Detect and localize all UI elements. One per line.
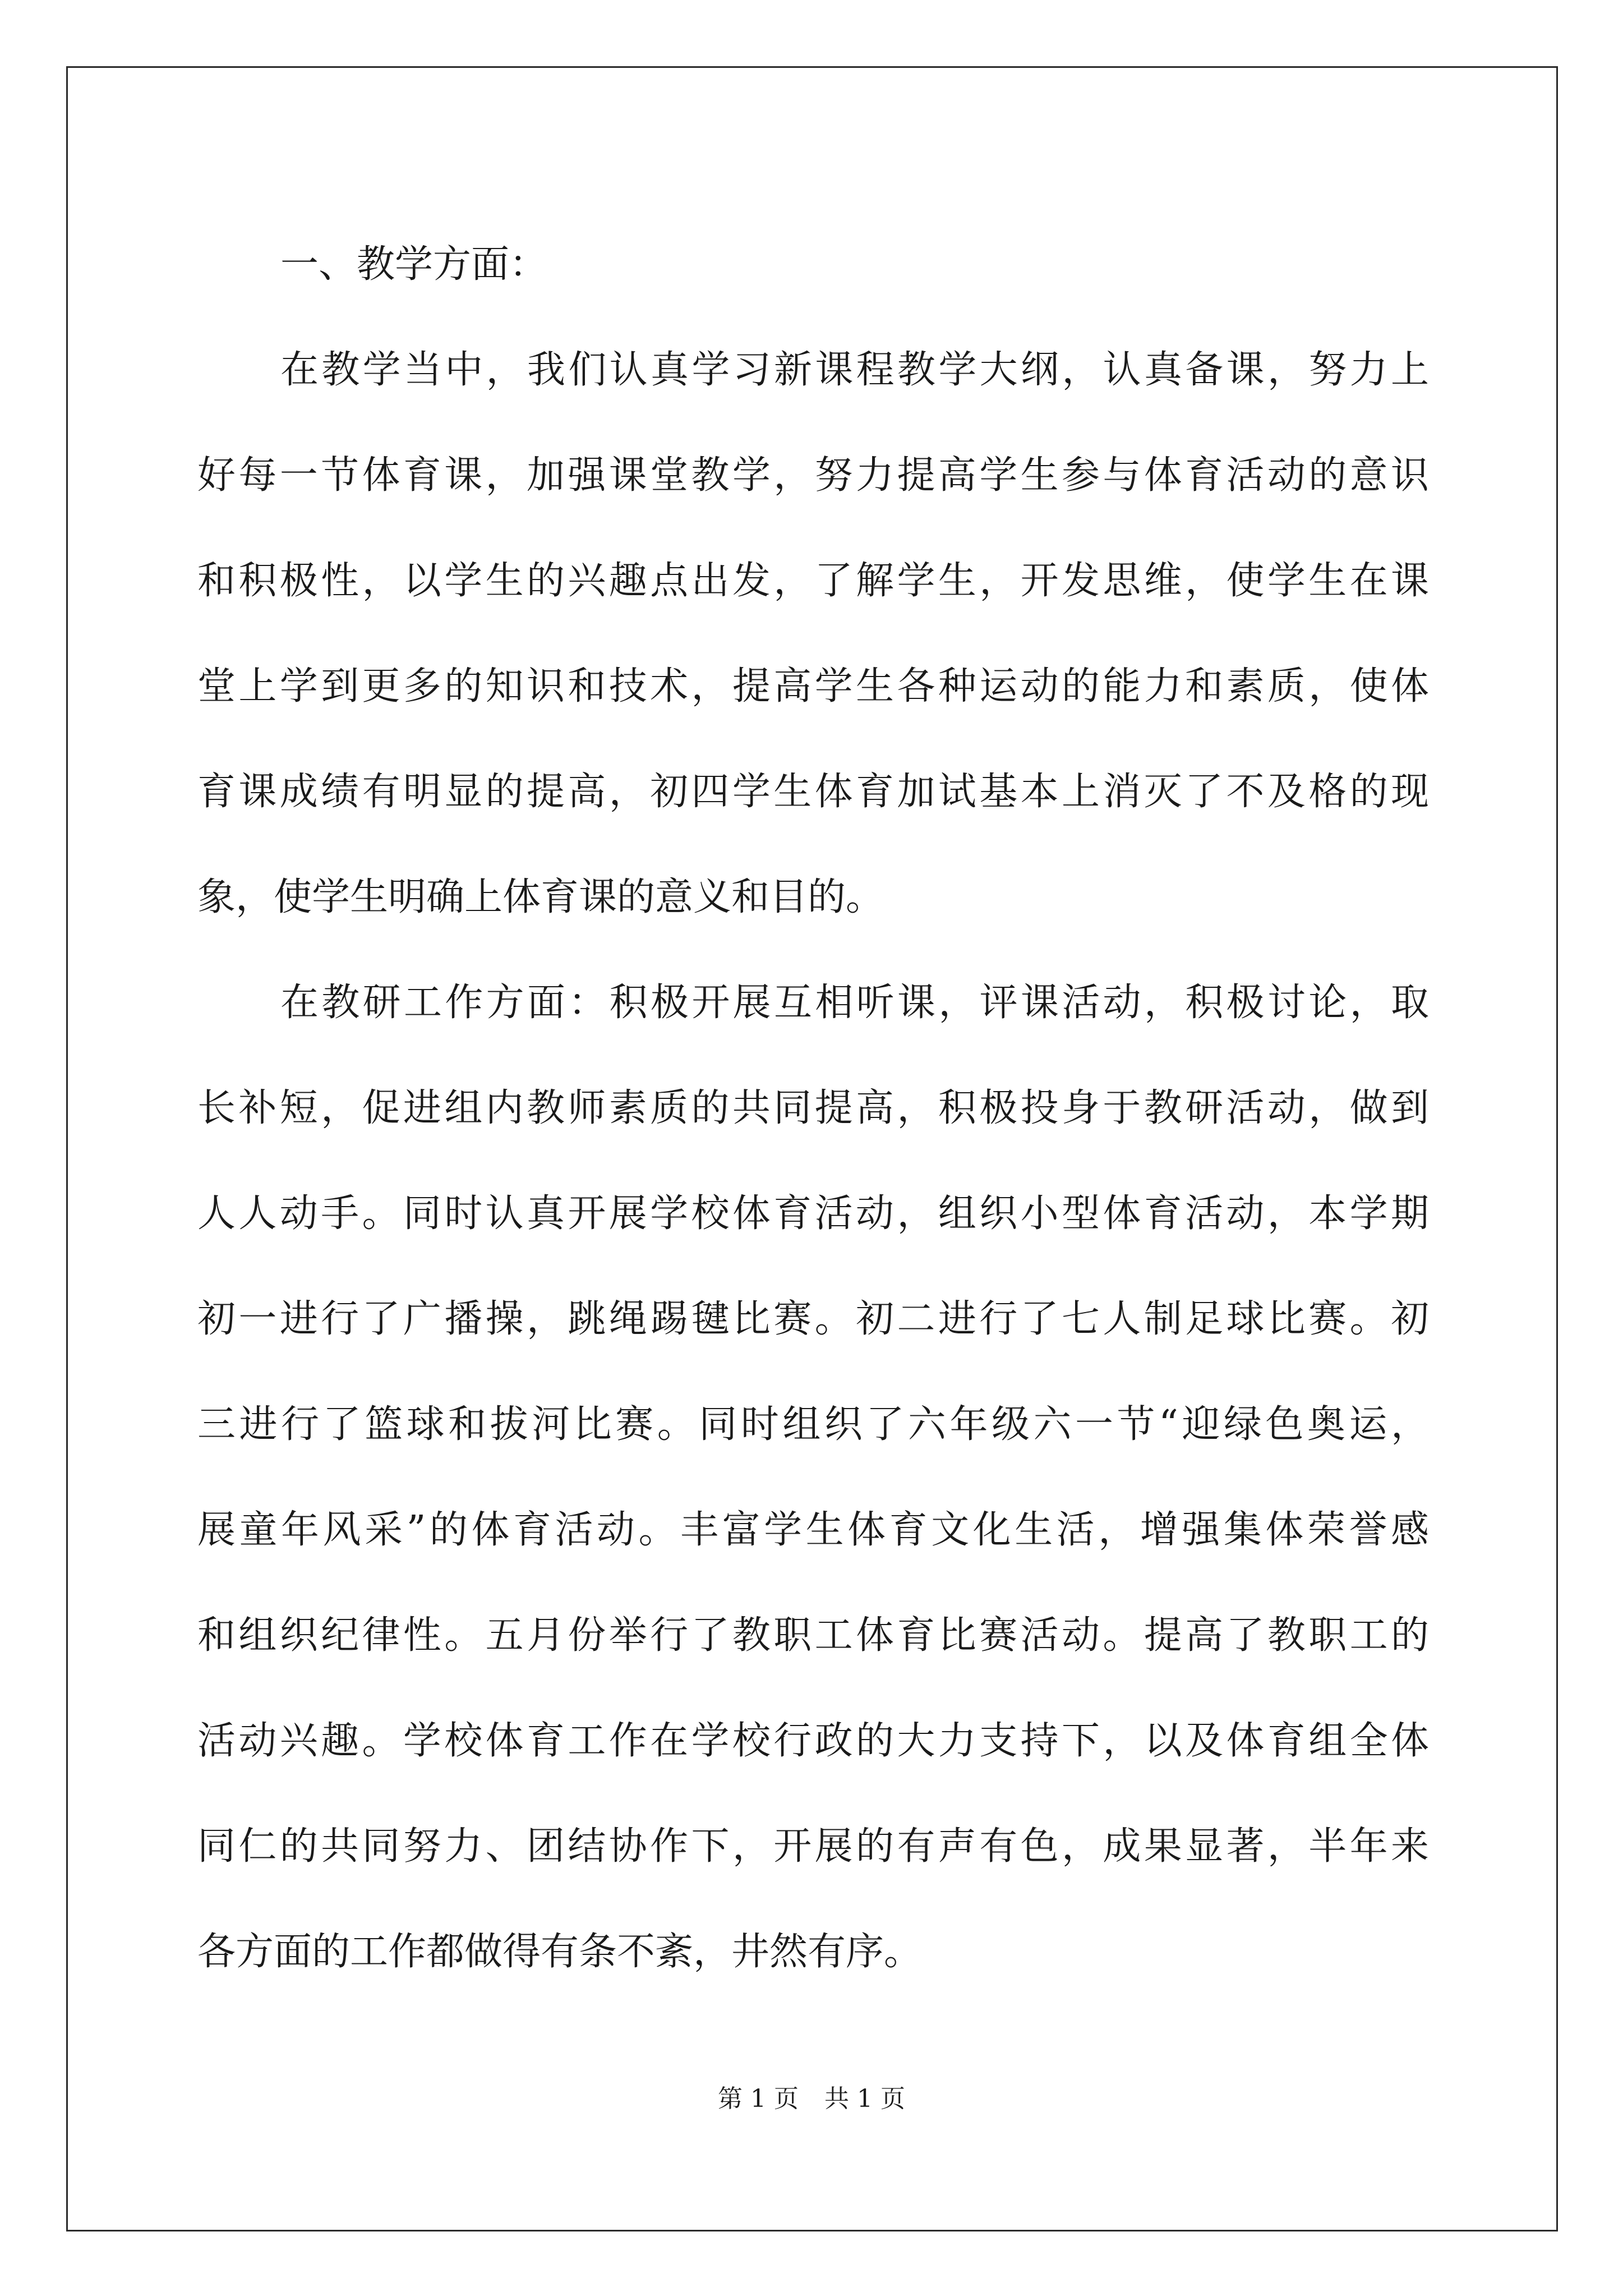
paragraph-line: 三进行了篮球和拔河比赛。同时组织了六年级六一节“迎绿色奥运， <box>197 1402 1429 1447</box>
paragraph-line: 和组织纪律性。五月份举行了教职工体育比赛活动。提高了教职工的 <box>197 1613 1429 1658</box>
paragraph-teaching <box>197 318 1429 950</box>
paragraph-line: 初一进行了广播操，跳绳踢毽比赛。初二进行了七人制足球比赛。初 <box>197 1297 1429 1341</box>
paragraph-line: 好每一节体育课，加强课堂教学，努力提高学生参与体育活动的意识 <box>197 453 1429 498</box>
paragraph-line: 活动兴趣。学校体育工作在学校行政的大力支持下，以及体育组全体 <box>197 1719 1429 1763</box>
paragraph-line: 堂上学到更多的知识和技术，提高学生各种运动的能力和素质，使体 <box>197 664 1429 708</box>
paragraph-line: 象，使学生明确上体育课的意义和目的。 <box>197 875 884 919</box>
paragraph-line: 在教研工作方面：积极开展互相听课，评课活动，积极讨论，取 <box>280 981 1429 1025</box>
paragraph-line: 各方面的工作都做得有条不紊，井然有序。 <box>197 1930 923 1974</box>
paragraph-line: 展童年风采”的体育活动。丰富学生体育文化生活，增强集体荣誉感 <box>197 1508 1429 1552</box>
section-heading: 一、教学方面： <box>280 242 548 287</box>
page-number: 第 1 页 <box>718 2085 799 2113</box>
paragraph-line: 同仁的共同努力、团结协作下，开展的有声有色，成果显著，半年来 <box>197 1824 1429 1869</box>
document-body <box>197 212 1429 2005</box>
page-footer <box>0 2082 1623 2116</box>
page-total: 共 1 页 <box>824 2085 905 2113</box>
paragraph-line: 和积极性，以学生的兴趣点出发，了解学生，开发思维，使学生在课 <box>197 559 1429 603</box>
paragraph-line: 育课成绩有明显的提高，初四学生体育加试基本上消灭了不及格的现 <box>197 770 1429 814</box>
paragraph-research <box>197 950 1429 2005</box>
paragraph-line: 长补短，促进组内教师素质的共同提高，积极投身于教研活动，做到 <box>197 1086 1429 1130</box>
paragraph-line: 人人动手。同时认真开展学校体育活动，组织小型体育活动，本学期 <box>197 1191 1429 1236</box>
paragraph-line: 在教学当中，我们认真学习新课程教学大纲，认真备课，努力上 <box>280 348 1429 392</box>
